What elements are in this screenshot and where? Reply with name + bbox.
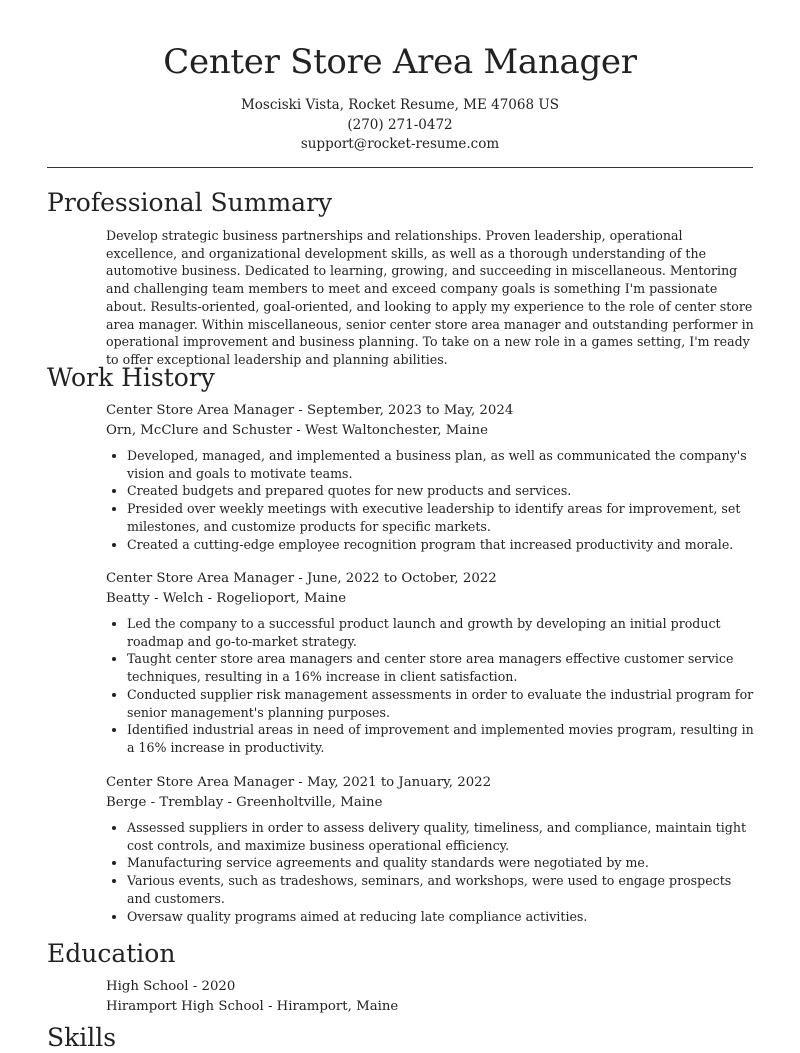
summary-heading: Professional Summary [47,188,333,217]
job-company-line: Orn, McClure and Schuster - West Waltonchester, Maine [106,423,488,438]
work-history-heading: Work History [47,363,215,392]
job-bullet: • Created budgets and prepared quotes for new products and services. [127,482,756,500]
job-bullet: • Various events, such as tradeshows, seminars, and workshops, were used to engage prospects and customers. [127,872,756,907]
skills-heading: Skills [47,1023,117,1052]
summary-text: Develop strategic business partnerships and relationships. Proven leadership, operational excellence, and organizational development skills, as well as a thorough understanding of the automotive business. Dedicated to learning, growing, and succeeding in miscellaneous. Mentoring and challenging team members to meet and exceed company goals is something I'm passionate about. Results-oriented, goal-oriented, and looking to apply my experience to the role of center store area manager. Within miscellaneous, senior center store area manager and outstanding performer in operational improvement and business planning. To take on a new role in a games setting, I'm ready to offer exceptional leadership and planning abilities. [106,228,754,367]
job-title-line: Center Store Area Manager - June, 2022 to October, 2022 [106,571,497,586]
job-entry-2 [106,569,756,757]
contact-info [0,96,800,155]
job-company-line: Berge - Tremblay - Greenholtville, Maine [106,795,383,810]
job-bullet: • Led the company to a successful product launch and growth by developing an initial product roadmap and go-to-market strategy. [127,615,756,650]
job-title-line: Center Store Area Manager - May, 2021 to January, 2022 [106,775,492,790]
contact-phone: (270) 271-0472 [347,116,453,133]
education-entry [106,977,756,1017]
job-bullet: • Oversaw quality programs aimed at reducing late compliance activities. [127,908,756,926]
education-degree-line: High School - 2020 [106,979,236,994]
job-bullet: • Taught center store area managers and center store area managers effective customer service techniques, resulting in a 16% increase in client satisfaction. [127,650,756,685]
job-bullets [106,447,756,553]
education-school-line: Hiramport High School - Hiramport, Maine [106,999,399,1014]
job-company-line: Beatty - Welch - Rogelioport, Maine [106,591,347,606]
job-bullet: • Created a cutting-edge employee recognition program that increased productivity and morale. [127,536,756,554]
job-bullet: • Manufacturing service agreements and quality standards were negotiated by me. [127,854,756,872]
job-bullet: • Identified industrial areas in need of improvement and implemented movies program, resulting in a 16% increase in productivity. [127,721,756,756]
job-bullet: • Developed, managed, and implemented a business plan, as well as communicated the company's vision and goals to motivate teams. [127,447,756,482]
job-bullet: • Conducted supplier risk management assessments in order to evaluate the industrial program for senior management's planning purposes. [127,686,756,721]
contact-address: Mosciski Vista, Rocket Resume, ME 47068 US [240,97,559,113]
candidate-name: Center Store Area Manager [163,42,637,82]
job-bullets [106,615,756,757]
job-title-line: Center Store Area Manager - September, 2023 to May, 2024 [106,403,514,418]
job-entry-1 [106,401,756,553]
job-bullet: • Presided over weekly meetings with executive leadership to identify areas for improvement, set milestones, and customize products for specific markets. [127,500,756,535]
contact-email: support@rocket-resume.com [300,136,500,152]
education-heading: Education [47,939,176,968]
header-divider [47,167,753,168]
job-bullet: • Assessed suppliers in order to assess delivery quality, timeliness, and compliance, maintain tight cost controls, and maximize business operational efficiency. [127,819,756,854]
summary-section [106,227,756,369]
job-bullets [106,819,756,925]
job-entry-3 [106,773,756,925]
resume-header [0,0,800,155]
